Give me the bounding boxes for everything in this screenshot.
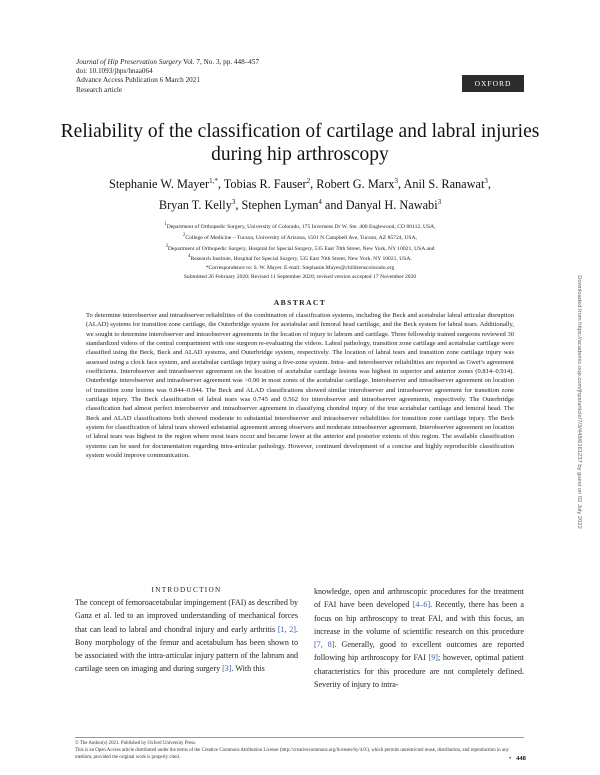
abstract-text: To determine interobserver and intraobserver reliabilities of the combination of classification systems, including the Beck and acetabular labral articular disruption (ALAD) systems for transition zone cartilage, the Outerbridge system for acetabular and femoral head cartilage, and the Beck system for labral tears. Additionally, we sought to determine interobserver and intraobserver agreements in the location of injury to labrum and cartilage. Three fellowship trained surgeons reviewed 30 standardized videos of the central compartment with one surgeon re-evaluating the videos. Labral pathology, transition zone cartilage and acetabular cartilage were classified using the Beck, Beck and ALAD systems, and Outerbridge system, respectively. The location of labral tears and transition zone cartilage injury was assessed using a clock face system, and acetabular cartilage injury using a five-zone system. Intra- and interobserver reliabilities are reported as Gwet’s agreement coefficients. Interobserver and intraobserver agreement on the location of acetabular cartilage lesions was highest in superior and anterior zones (0.814–0.914). Outerbridge interobserver and intraobserver agreement was >0.90 in most zones of the acetabular cartilage. Interobserver and intraobserver agreement on location of transition zone lesions was 0.844–0.944. The Beck and ALAD classifications showed similar interobserver and intraobserver agreement for transition zone cartilage injury. The Beck classification of labral tears was 0.745 and 0.562 for interobserver and intraobserver agreements, respectively. The Outerbridge classification had almost perfect interobserver and intraobserver agreement in classifying chondral injury of the true acetabular cartilage and femoral head. The Beck and ALAD classifications both showed moderate to substantial interobserver and intraobserver reliabilities for transition zone cartilage injury. The Beck system for classification of labral tears showed substantial agreement among observers and moderate intraobserver agreement. Interobserver agreement on location of labral tears was highest in the region where most tears occur and became lower at the anterior and posterior extents of this region. The available classification systems can be used for documentation regarding intra-articular pathology. However, continued development of a concise and highly reproducible classification system would improve communication. — [86, 312, 514, 460]
author[interactable]: Danyal H. Nawabi$^3$ — [345, 198, 442, 213]
affiliation: $^1$Department of Orthopedic Surgery, University of Colorado, 175 Inverness Dr W, Ste. 400 Englewood, CO 80112, USA, — [164, 222, 436, 230]
article-type: Research article — [76, 85, 123, 94]
oxford-logo: OXFORD — [462, 75, 524, 92]
copyright-footnote: © The Author(s) 2021. Published by Oxford University Press. This is an Open Access article distributed under the terms of the Creative Commons Attribution License (http://creativecommons.org/licenses/by/4.0/), which permits unrestricted reuse, distribution, and reproduction in any medium, provided the original work is properly cited. — [75, 741, 509, 760]
citation-link[interactable]: [7, 8] — [314, 640, 335, 650]
doi-link[interactable]: doi: 10.1093/jhps/hnaa064 — [76, 67, 153, 76]
abstract-heading: ABSTRACT — [273, 298, 327, 307]
introduction-heading: INTRODUCTION — [151, 586, 222, 594]
author[interactable]: Bryan T. Kelly$^3$ — [158, 198, 236, 213]
citation-link[interactable]: [4–6] — [412, 600, 431, 610]
page-number: • 448 — [509, 755, 526, 762]
author[interactable]: Anil S. Ranawat$^3$ — [403, 177, 488, 192]
author[interactable]: Tobias R. Fauser$^2$ — [223, 177, 311, 192]
article-title: Reliability of the classification of cartilage and labral injuries during hip arthroscopy — [60, 121, 540, 165]
affiliation: $^2$College of Medicine – Tucson, University of Arizona, 1501 N Campbell Ave, Tucson, AZ 85724, USA, — [183, 232, 417, 241]
affiliations — [60, 221, 540, 282]
advance-access: Advance Access Publication 6 March 2021 — [76, 76, 200, 85]
affiliation: $^3$Department of Orthopedic Surgery, Hospital for Special Surgery, 535 East 70th Street, New York, NY 10021, USA and — [165, 243, 435, 252]
footnote-divider — [75, 737, 524, 738]
journal-header — [76, 58, 259, 95]
author[interactable]: Robert G. Marx$^3$ — [316, 177, 398, 192]
author[interactable]: Stephen Lyman$^4$ — [241, 198, 322, 213]
citation-link[interactable]: [3] — [222, 664, 232, 674]
body-column-left: The concept of femoroacetabular impingement (FAI) as described by Ganz et al. led to an improved understanding of mechanical forces that can lead to labral and chondral injury and early arthritis [1, 2]. Bony morphology of the femur and acetabulum has been shown to be associated with the intra-articular injury pattern of the labrum and cartilage seen on imaging and during surgery [3]. With this — [75, 598, 298, 674]
correspondence[interactable]: *Correspondence to: S. W. Mayer. E-mail: Stephanie.Mayer@childrenscolorado.org — [205, 265, 395, 272]
affiliation: $^4$Research Institute, Hospital for Special Surgery, 535 East 70th Street, New York, NY 10021, USA. — [188, 254, 412, 263]
author[interactable]: Stephanie W. Mayer$^{1,*}$ — [109, 177, 218, 192]
citation-link[interactable]: [9] — [428, 653, 438, 663]
author-list: Stephanie W. Mayer$^{1,*}$, Tobias R. Fauser$^2$, Robert G. Marx$^3$, Anil S. Ranawat$^3$, Bryan T. Kelly$^3$, Stephen Lyman$^4$ and Danyal H. Nawabi$^3$ — [109, 177, 491, 213]
download-watermark: Downloaded from https://academic.oup.com/jhps/article/7/3/448/6161237 by guest on 02 July 2022 — [576, 275, 582, 529]
body-column-right: knowledge, open and arthroscopic procedures for the treatment of FAI have been developed [4–6]. Recently, there has been a focus on hip arthroscopy to treat FAI, and with this focus, an increase in the volume of scientific research on this procedure [7, 8]. Generally, good to excellent outcomes are reported following hip arthroscopy for FAI [9]; however, optimal patient characteristics for this procedure are not completely defined. Severity of injury to intra- — [314, 587, 524, 690]
submission-dates: Submitted 26 February 2020; Revised 11 September 2020; revised version accepted 17 November 2020 — [183, 273, 417, 280]
citation-link[interactable]: [1, 2] — [277, 624, 296, 634]
journal-citation: Journal of Hip Preservation Surgery Vol. 7, No. 3, pp. 448–457 — [76, 58, 260, 66]
